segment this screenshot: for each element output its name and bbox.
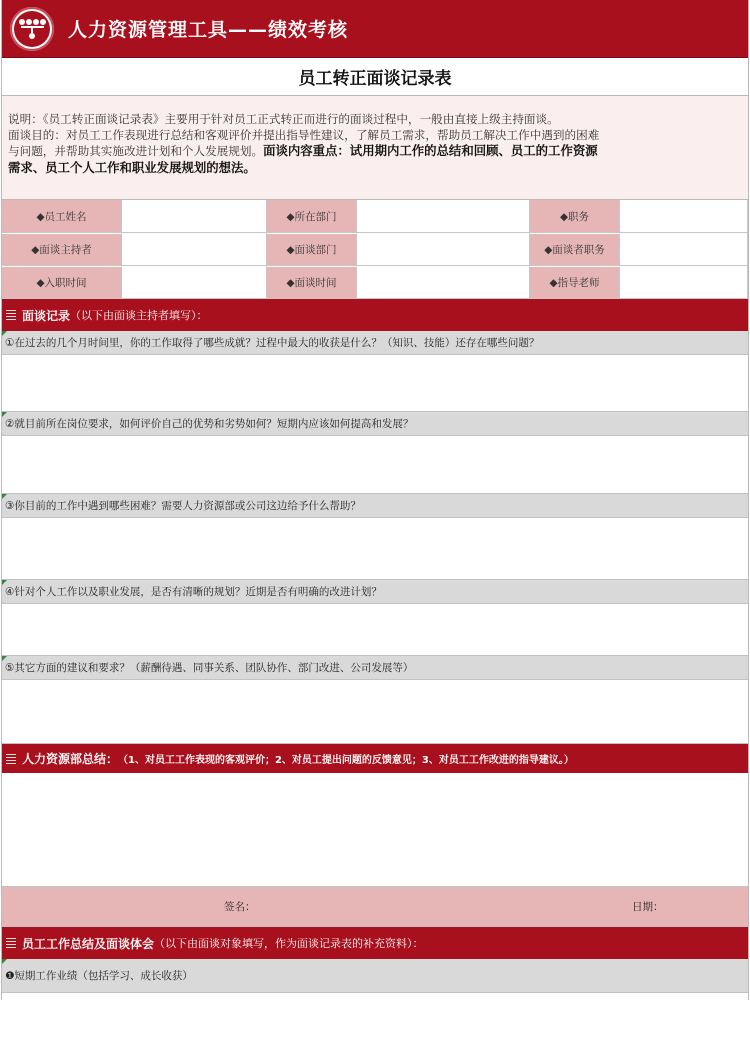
interview-record-title: 面谈记录 xyxy=(22,308,71,323)
label-interview-department: ◆面谈部门 xyxy=(267,233,357,266)
label-interviewer: ◆面谈主持者 xyxy=(2,233,122,266)
employee-summary-hint: （以下由面谈对象填写，作为面谈记录表的补充资料）： xyxy=(154,937,424,950)
interview-department-field[interactable] xyxy=(357,233,530,266)
mentor-field[interactable] xyxy=(620,266,748,299)
answer-2-area[interactable] xyxy=(2,436,748,494)
form-title: 员工转正面谈记录表 xyxy=(2,58,748,96)
interview-time-field[interactable] xyxy=(357,266,530,299)
app-header xyxy=(2,0,748,58)
interviewer-position-field[interactable] xyxy=(620,233,748,266)
form-sheet xyxy=(1,0,749,1000)
hr-summary-title: 人力资源部总结： xyxy=(22,752,119,766)
hr-summary-hint: （1、对员工工作表现的客观评价；2、对员工提出问题的反馈意见；3、对员工工作改进的指导建议。） xyxy=(118,755,574,766)
label-interviewer-position: ◆面谈者职务 xyxy=(530,233,620,266)
employee-name-field[interactable] xyxy=(122,200,267,233)
department-field[interactable] xyxy=(357,200,530,233)
signature-label: 签名： xyxy=(224,901,256,913)
question-1: ①在过去的几个月时间里，你的工作取得了哪些成就？过程中最大的收获是什么？（知识、技能）还存在哪些问题？ xyxy=(2,331,748,355)
intro-text xyxy=(2,96,748,200)
label-interview-time: ◆面谈时间 xyxy=(267,266,357,299)
intro-emphasis-b: 需求、员工个人工作和职业发展规划的想法。 xyxy=(8,159,256,175)
section-marker-icon xyxy=(6,938,16,948)
interview-record-header xyxy=(2,299,748,331)
label-mentor: ◆指导老师 xyxy=(530,266,620,299)
app-title: 人力资源管理工具——绩效考核 xyxy=(68,19,349,41)
employee-summary-title: 员工工作总结及面谈体会 xyxy=(22,936,155,951)
position-field[interactable] xyxy=(620,200,748,233)
answer-4-area[interactable] xyxy=(2,604,748,656)
date-label: 日期： xyxy=(632,901,664,913)
label-department: ◆所在部门 xyxy=(267,200,357,233)
employee-item-1: ❶短期工作业绩（包括学习、成长收获） xyxy=(2,959,748,993)
label-hire-date: ◆入职时间 xyxy=(2,266,122,299)
question-5: ⑤其它方面的建议和要求？（薪酬待遇、同事关系、团队协作、部门改进、公司发展等） xyxy=(2,656,748,680)
section-marker-icon xyxy=(6,310,16,320)
intro-line-2: 面谈目的：对员工工作表现进行总结和客观评价并提出指导性建议，了解员工需求，帮助员工解决工作中遇到的困难 xyxy=(8,127,600,142)
question-4: ④针对个人工作以及职业发展，是否有清晰的规划？近期是否有明确的改进计划？ xyxy=(2,580,748,604)
answer-3-area[interactable] xyxy=(2,518,748,580)
interview-record-hint: （以下由面谈主持者填写）： xyxy=(70,309,208,322)
intro-emphasis-a: 面谈内容重点：试用期内工作的总结和回顾、员工的工作资源 xyxy=(263,143,598,158)
interviewer-field[interactable] xyxy=(122,233,267,266)
signature-row xyxy=(2,887,748,927)
intro-line-1: 说明：《员工转正面谈记录表》主要用于针对员工正式转正而进行的面谈过程中，一般由直接上级主持面谈。 xyxy=(8,112,559,126)
answer-5-area[interactable] xyxy=(2,680,748,744)
hr-summary-header xyxy=(2,744,748,773)
employee-info-grid xyxy=(2,200,748,299)
label-employee-name: ◆员工姓名 xyxy=(2,200,122,233)
intro-line-3: 与问题，并帮助其实施改进计划和个人发展规划。面谈内容重点：试用期内工作的总结和回顾、员工的工作资源 xyxy=(8,143,598,158)
hr-summary-area[interactable] xyxy=(2,773,748,887)
org-chart-logo-icon xyxy=(10,7,54,51)
question-2: ②就目前所在岗位要求，如何评价自己的优势和劣势如何？短期内应该如何提高和发展？ xyxy=(2,412,748,436)
employee-summary-header xyxy=(2,927,748,959)
hire-date-field[interactable] xyxy=(122,266,267,299)
label-position: ◆职务 xyxy=(530,200,620,233)
section-marker-icon xyxy=(6,754,16,764)
answer-1-area[interactable] xyxy=(2,355,748,412)
question-3: ③你目前的工作中遇到哪些困难？需要人力资源部或公司这边给予什么帮助？ xyxy=(2,494,748,518)
